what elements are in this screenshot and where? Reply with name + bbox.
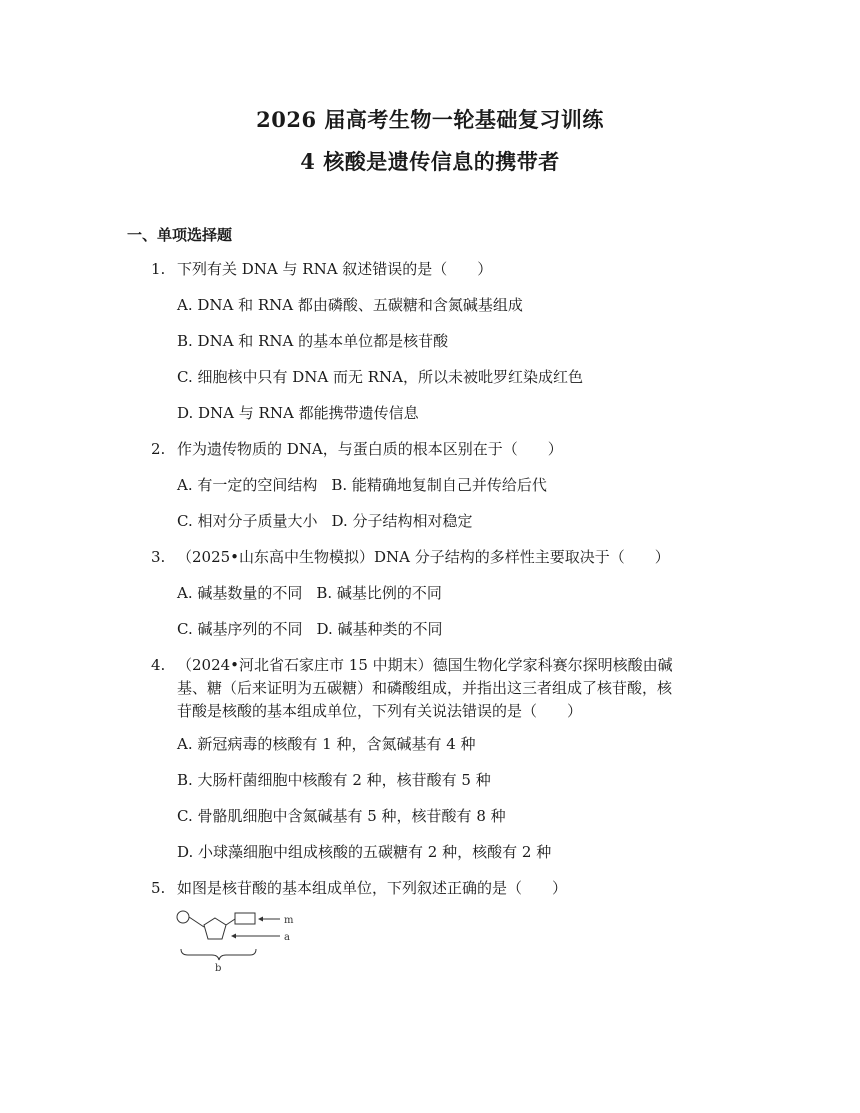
question-number: 5. — [151, 879, 166, 897]
document-subtitle: 4 核酸是遗传信息的携带者 — [300, 149, 560, 174]
option-a: A. 有一定的空间结构 — [177, 476, 318, 494]
question-stem-line-2: 基、糖（后来证明为五碳糖）和磷酸组成，并指出这三者组成了核苷酸，核 — [177, 679, 673, 697]
option-b: B. 碱基比例的不同 — [316, 584, 442, 602]
option-c: C. 相对分子质量大小 — [177, 512, 318, 530]
option-c: C. 细胞核中只有 DNA 而无 RNA，所以未被吡罗红染成红色 — [177, 368, 584, 386]
label-m: m — [284, 915, 294, 926]
phosphate-bond — [189, 917, 204, 927]
question-number: 4. — [151, 656, 166, 674]
label-b: b — [215, 963, 222, 974]
option-row-ab — [177, 583, 442, 603]
brace-b — [181, 949, 256, 960]
option-a: A. 碱基数量的不同 — [177, 584, 303, 602]
option-d: D. 小球藻细胞中组成核酸的五碳糖有 2 种，核酸有 2 种 — [177, 843, 552, 861]
option-c: C. 骨骼肌细胞中含氮碱基有 5 种，核苷酸有 8 种 — [177, 807, 506, 825]
option-b: B. DNA 和 RNA 的基本单位都是核苷酸 — [177, 332, 449, 350]
option-b: B. 大肠杆菌细胞中核酸有 2 种，核苷酸有 5 种 — [177, 771, 491, 789]
question-number: 1. — [151, 260, 166, 278]
question-stem: （2025•山东高中生物模拟）DNA 分子结构的多样性主要取决于（ ） — [177, 548, 670, 566]
base-bond — [226, 919, 235, 925]
question-number: 2. — [151, 440, 166, 458]
question-stem-line-3: 苷酸是核酸的基本组成单位，下列有关说法错误的是（ ） — [177, 702, 583, 720]
option-a: A. 新冠病毒的核酸有 1 种，含氮碱基有 4 种 — [177, 735, 476, 753]
document-title: 2026 届高考生物一轮基础复习训练 — [256, 107, 604, 132]
question-stem-line-1: （2024•河北省石家庄市 15 中期末）德国生物化学家科赛尔探明核酸由碱 — [177, 656, 673, 674]
option-d: D. DNA 与 RNA 都能携带遗传信息 — [177, 404, 419, 422]
base-rectangle — [235, 913, 255, 924]
option-c: C. 碱基序列的不同 — [177, 620, 303, 638]
label-a: a — [284, 932, 290, 943]
question-stem: 如图是核苷酸的基本组成单位，下列叙述正确的是（ ） — [177, 879, 568, 897]
pentose-sugar — [204, 918, 226, 939]
option-d: D. 分子结构相对稳定 — [331, 512, 473, 530]
option-row-ab — [177, 475, 547, 495]
option-a: A. DNA 和 RNA 都由磷酸、五碳糖和含氮碱基组成 — [177, 296, 523, 314]
phosphate-circle — [177, 911, 189, 923]
question-stem: 下列有关 DNA 与 RNA 叙述错误的是（ ） — [177, 260, 493, 278]
arrow-a-head — [231, 934, 236, 939]
arrow-m-head — [258, 917, 263, 922]
option-row-cd — [177, 619, 443, 639]
question-number: 3. — [151, 548, 166, 566]
option-d: D. 碱基种类的不同 — [316, 620, 443, 638]
option-b: B. 能精确地复制自己并传给后代 — [331, 476, 547, 494]
question-stem: 作为遗传物质的 DNA，与蛋白质的根本区别在于（ ） — [177, 440, 563, 458]
nucleotide-diagram — [174, 905, 314, 979]
option-row-cd — [177, 511, 473, 531]
section-heading: 一、单项选择题 — [127, 226, 233, 244]
